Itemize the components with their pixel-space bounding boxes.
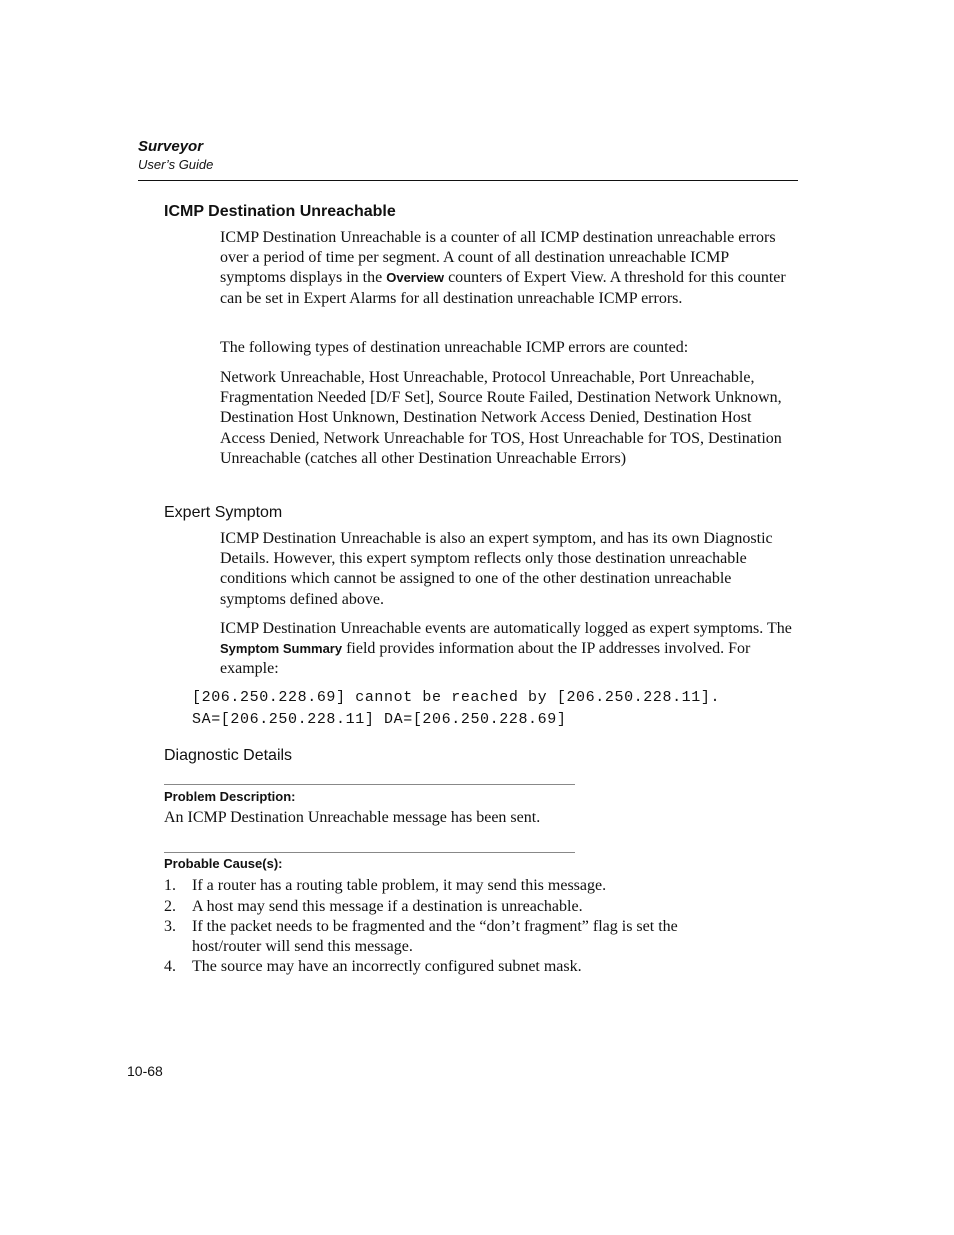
section-paragraph-1 [220, 228, 795, 309]
problem-description-text: An ICMP Destination Unreachable message has been sent. [164, 809, 541, 826]
list-item [164, 957, 724, 977]
code-example-line-2: SA=[206.250.228.11] DA=[206.250.228.69] [192, 711, 567, 728]
error-types-list: Network Unreachable, Host Unreachable, Protocol Unreachable, Port Unreachable, Fragmentation Needed [D/F Set], Source Route Failed, Destination Network Unknown, Destination Host Unknown, Destination Network Access Denied, Destination Host Access Denied, Network Unreachable for TOS, Host Unreachable for TOS, Destination Unreachable (catches all other Destination Unreachable Errors) [220, 369, 782, 467]
header-divider [138, 180, 798, 181]
list-item-text: The source may have an incorrectly configured subnet mask. [192, 958, 582, 975]
expert-symptom-heading: Expert Symptom [164, 504, 283, 521]
probable-causes-label: Probable Cause(s): [164, 856, 283, 871]
running-header-subtitle: User’s Guide [138, 157, 214, 172]
problem-divider [164, 784, 575, 785]
symptom-summary-term: Symptom Summary [220, 641, 343, 657]
list-item [164, 897, 724, 917]
list-item-text: A host may send this message if a destination is unreachable. [192, 898, 583, 915]
list-item [164, 876, 724, 896]
expert-paragraph-2 [220, 619, 795, 680]
diagnostic-details-heading: Diagnostic Details [164, 747, 293, 764]
list-item-number: 2. [164, 898, 176, 915]
list-item-text: If a router has a routing table problem, it may send this message. [192, 877, 607, 894]
list-item-number: 4. [164, 958, 176, 975]
list-item-number: 1. [164, 877, 176, 894]
para1-text-end: counters of Expert View. A threshold for this counter can be set in Expert Alarms for all destination unreachable ICMP errors. [220, 269, 786, 307]
code-example-line-1: [206.250.228.69] cannot be reached by [206.250.228.11]. [192, 689, 721, 706]
list-item-number: 3. [164, 918, 176, 935]
overview-term: Overview [386, 270, 445, 286]
expert-para2-text-end: field provides information about the IP addresses involved. For example: [220, 640, 751, 678]
page-number: 10-68 [127, 1063, 163, 1079]
section-title: ICMP Destination Unreachable [164, 203, 396, 220]
running-header-title: Surveyor [138, 138, 204, 155]
para1-text-start: ICMP Destination Unreachable is a counter of all ICMP destination unreachable errors over a period of time per segment. A count of all destination unreachable ICMP symptoms displays in the [220, 229, 776, 287]
expert-paragraph-1 [220, 529, 795, 610]
cause-divider [164, 852, 575, 853]
list-item [164, 917, 724, 957]
section-paragraph-2 [220, 338, 795, 358]
expert-para1-text: ICMP Destination Unreachable is also an expert symptom, and has its own Diagnostic Details. However, this expert symptom reflects only those destination unreachable conditions which cannot be assigned to one of the other destination unreachable symptoms defined above. [220, 530, 773, 608]
section-paragraph-3 [220, 368, 795, 469]
para2-text: The following types of destination unreachable ICMP errors are counted: [220, 339, 689, 356]
list-item-text: If the packet needs to be fragmented and the “don’t fragment” flag is set the host/router will send this message. [192, 918, 678, 956]
problem-description-label: Problem Description: [164, 789, 296, 804]
expert-para2-text-start: ICMP Destination Unreachable events are automatically logged as expert symptoms. The [220, 620, 792, 637]
